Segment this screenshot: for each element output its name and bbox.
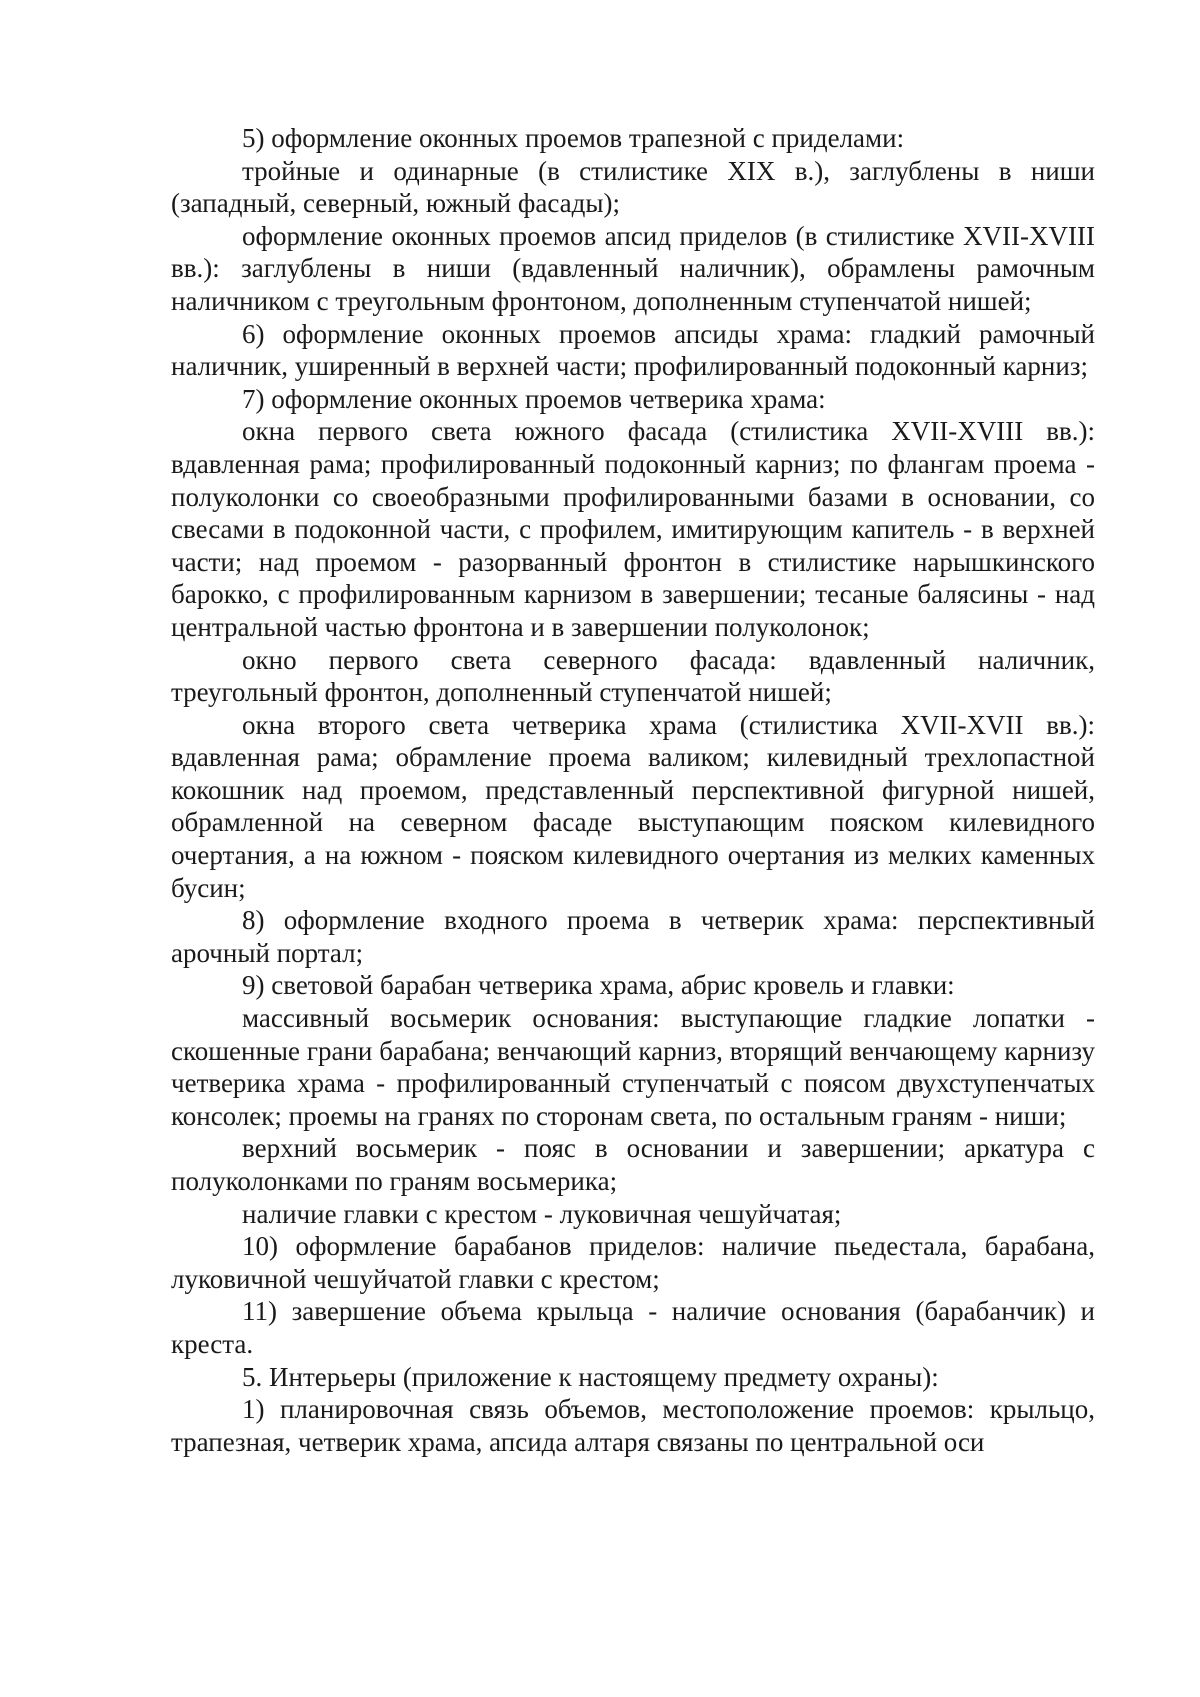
document-body: [171, 122, 1095, 1458]
paragraph-second-light-windows: окна второго света четверика храма (стилистика XVII-XVII вв.): вдавленная рама; обрамление проема валиком; килевидный трехлопастной кокошник над проемом, представленный перспективной фигурной нишей, обрамленной на северном фасаде выступающим пояском килевидного очертания, а на южном - пояском килевидного очертания из мелких каменных бусин;: [171, 709, 1095, 903]
paragraph-item-11-porch-completion: 11) завершение объема крыльца - наличие основания (барабанчик) и креста.: [171, 1296, 1095, 1359]
paragraph-item-8-entrance-portal: 8) оформление входного проема в четверик храма: перспективный арочный портал;: [171, 905, 1095, 968]
paragraph-upper-octagon: верхний восьмерик - пояс в основании и завершении; аркатура с полуколонками по граням восьмерика;: [171, 1133, 1095, 1196]
paragraph-apse-chapel-windows: оформление оконных проемов апсид приделов (в стилистике XVII-XVIII вв.): заглублены в ниши (вдавленный наличник), обрамлены рамочным наличником с треугольным фронтоном, дополненным ступенчатой нишей;: [171, 220, 1095, 316]
paragraph-item-9-light-drum: 9) световой барабан четверика храма, абрис кровель и главки:: [242, 970, 955, 1001]
paragraph-item-5-windows-refectory: 5) оформление оконных проемов трапезной с приделами:: [242, 123, 905, 153]
paragraph-south-facade-windows: окна первого света южного фасада (стилистика XVII-XVIII вв.): вдавленная рама; профилированный подоконный карниз; по флангам проема - полуколонки со своеобразными профилированными базами в основании, со свесами в подоконной части, с профилем, имитирующим капитель - в верхней части; над проемом - разорванный фронтон в стилистике нарышкинского барокко, с профилированным карнизом в завершении; тесаные балясины - над центральной частью фронтона и в завершении полуколонок;: [171, 416, 1095, 642]
paragraph-section-5-interiors: 5. Интерьеры (приложение к настоящему предмету охраны):: [242, 1361, 939, 1392]
paragraph-interiors-item-1-planning: 1) планировочная связь объемов, местоположение проемов: крыльцо, трапезная, четверик храма, апсида алтаря связаны по центральной оси: [171, 1394, 1095, 1457]
paragraph-north-facade-window: окно первого света северного фасада: вдавленный наличник, треугольный фронтон, дополненный ступенчатой нишей;: [171, 644, 1095, 708]
paragraph-dome-with-cross: наличие главки с крестом - луковичная чешуйчатая;: [242, 1198, 842, 1229]
paragraph-massive-octagon: массивный восьмерик основания: выступающие гладкие лопатки - скошенные грани барабана; венчающий карниз, вторящий венчающему карнизу четверика храма - профилированный ступенчатый с поясом двухступенчатых консолек; проемы на гранях по сторонам света, по остальным граням - ниши;: [171, 1003, 1095, 1131]
paragraph-item-10-chapel-drums: 10) оформление барабанов приделов: наличие пьедестала, барабана, луковичной чешуйчатой главки с крестом;: [171, 1231, 1095, 1294]
paragraph-item-6-apse-windows: 6) оформление оконных проемов апсиды храма: гладкий рамочный наличник, уширенный в верхней части; профилированный подоконный карниз;: [171, 318, 1095, 382]
paragraph-item-7-chetverik-windows: 7) оформление оконных проемов четверика храма:: [242, 383, 826, 414]
paragraph-triple-single-windows: тройные и одинарные (в стилистике XIX в.), заглублены в ниши (западный, северный, южный фасады);: [171, 155, 1095, 219]
